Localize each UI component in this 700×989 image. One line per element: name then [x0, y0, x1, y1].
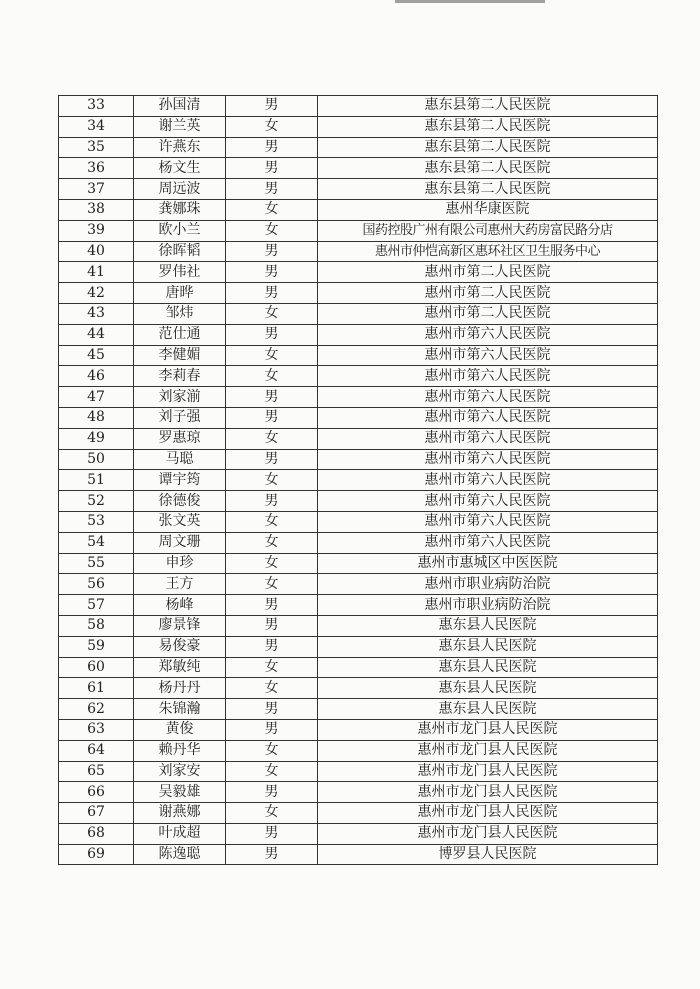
table-row — [59, 199, 658, 220]
name-cell: 谭宇筠 — [134, 470, 226, 491]
name-cell: 唐晔 — [134, 283, 226, 304]
table-row — [59, 636, 658, 657]
sex-cell: 男 — [226, 699, 318, 720]
sex-cell: 女 — [226, 366, 318, 387]
sex-cell: 女 — [226, 220, 318, 241]
name-cell: 易俊豪 — [134, 636, 226, 657]
roster-body — [59, 96, 658, 865]
row-number-cell: 36 — [59, 158, 134, 179]
table-row — [59, 740, 658, 761]
sex-cell: 男 — [226, 158, 318, 179]
org-cell: 惠州市第六人民医院 — [318, 449, 658, 470]
org-cell: 惠州市龙门县人民医院 — [318, 761, 658, 782]
sex-cell: 男 — [226, 96, 318, 117]
sex-cell: 男 — [226, 241, 318, 262]
row-number-cell: 68 — [59, 823, 134, 844]
table-row — [59, 303, 658, 324]
sex-cell: 男 — [226, 782, 318, 803]
sex-cell: 男 — [226, 719, 318, 740]
org-cell: 惠州市第六人民医院 — [318, 407, 658, 428]
row-number-cell: 35 — [59, 137, 134, 158]
name-cell: 李健媚 — [134, 345, 226, 366]
row-number-cell: 33 — [59, 96, 134, 117]
sex-cell: 男 — [226, 844, 318, 865]
row-number-cell: 62 — [59, 699, 134, 720]
org-cell: 惠州市惠城区中医医院 — [318, 553, 658, 574]
row-number-cell: 66 — [59, 782, 134, 803]
sex-cell: 女 — [226, 470, 318, 491]
org-cell: 惠东县第二人民医院 — [318, 179, 658, 200]
org-cell: 惠州市第六人民医院 — [318, 324, 658, 345]
sex-cell: 女 — [226, 553, 318, 574]
table-row — [59, 470, 658, 491]
row-number-cell: 61 — [59, 678, 134, 699]
table-row — [59, 803, 658, 824]
name-cell: 王方 — [134, 574, 226, 595]
row-number-cell: 41 — [59, 262, 134, 283]
org-cell: 惠州市龙门县人民医院 — [318, 782, 658, 803]
name-cell: 黄俊 — [134, 719, 226, 740]
row-number-cell: 38 — [59, 199, 134, 220]
row-number-cell: 46 — [59, 366, 134, 387]
sex-cell: 女 — [226, 740, 318, 761]
sex-cell: 女 — [226, 657, 318, 678]
table-row — [59, 179, 658, 200]
row-number-cell: 57 — [59, 595, 134, 616]
row-number-cell: 65 — [59, 761, 134, 782]
name-cell: 罗惠琼 — [134, 428, 226, 449]
table-row — [59, 387, 658, 408]
org-cell: 惠东县人民医院 — [318, 615, 658, 636]
org-cell: 惠州市龙门县人民医院 — [318, 823, 658, 844]
name-cell: 马聪 — [134, 449, 226, 470]
org-cell: 惠州市第六人民医院 — [318, 345, 658, 366]
name-cell: 陈逸聪 — [134, 844, 226, 865]
table-row — [59, 761, 658, 782]
sex-cell: 男 — [226, 449, 318, 470]
table-row — [59, 116, 658, 137]
name-cell: 龚娜珠 — [134, 199, 226, 220]
row-number-cell: 52 — [59, 491, 134, 512]
sex-cell: 女 — [226, 761, 318, 782]
sex-cell: 女 — [226, 303, 318, 324]
sex-cell: 男 — [226, 324, 318, 345]
name-cell: 廖景锋 — [134, 615, 226, 636]
table-row — [59, 324, 658, 345]
sex-cell: 男 — [226, 595, 318, 616]
name-cell: 赖丹华 — [134, 740, 226, 761]
sex-cell: 女 — [226, 803, 318, 824]
org-cell: 博罗县人民医院 — [318, 844, 658, 865]
sex-cell: 男 — [226, 387, 318, 408]
row-number-cell: 34 — [59, 116, 134, 137]
sex-cell: 男 — [226, 137, 318, 158]
name-cell: 郑敏纯 — [134, 657, 226, 678]
row-number-cell: 49 — [59, 428, 134, 449]
org-cell: 惠州市龙门县人民医院 — [318, 803, 658, 824]
name-cell: 申珍 — [134, 553, 226, 574]
org-cell: 惠州华康医院 — [318, 199, 658, 220]
sex-cell: 男 — [226, 407, 318, 428]
name-cell: 徐晖韬 — [134, 241, 226, 262]
row-number-cell: 43 — [59, 303, 134, 324]
row-number-cell: 51 — [59, 470, 134, 491]
org-cell: 惠东县人民医院 — [318, 699, 658, 720]
name-cell: 徐德俊 — [134, 491, 226, 512]
sex-cell: 男 — [226, 823, 318, 844]
sex-cell: 男 — [226, 179, 318, 200]
table-row — [59, 532, 658, 553]
row-number-cell: 63 — [59, 719, 134, 740]
row-number-cell: 48 — [59, 407, 134, 428]
row-number-cell: 50 — [59, 449, 134, 470]
row-number-cell: 64 — [59, 740, 134, 761]
row-number-cell: 42 — [59, 283, 134, 304]
roster-table — [58, 95, 658, 865]
name-cell: 刘家安 — [134, 761, 226, 782]
sex-cell: 男 — [226, 283, 318, 304]
row-number-cell: 44 — [59, 324, 134, 345]
org-cell: 惠州市第二人民医院 — [318, 283, 658, 304]
sex-cell: 女 — [226, 116, 318, 137]
row-number-cell: 47 — [59, 387, 134, 408]
name-cell: 刘子强 — [134, 407, 226, 428]
org-cell: 惠东县人民医院 — [318, 657, 658, 678]
sex-cell: 男 — [226, 262, 318, 283]
name-cell: 刘家湔 — [134, 387, 226, 408]
table-row — [59, 366, 658, 387]
table-row — [59, 823, 658, 844]
row-number-cell: 40 — [59, 241, 134, 262]
table-row — [59, 678, 658, 699]
org-cell: 国药控股广州有限公司惠州大药房富民路分店 — [318, 220, 658, 241]
name-cell: 李莉春 — [134, 366, 226, 387]
org-cell: 惠州市第六人民医院 — [318, 366, 658, 387]
name-cell: 罗伟社 — [134, 262, 226, 283]
table-row — [59, 345, 658, 366]
table-row — [59, 615, 658, 636]
org-cell: 惠州市第六人民医院 — [318, 470, 658, 491]
name-cell: 谢燕娜 — [134, 803, 226, 824]
table-row — [59, 699, 658, 720]
name-cell: 张文英 — [134, 511, 226, 532]
table-row — [59, 220, 658, 241]
org-cell: 惠州市第六人民医院 — [318, 387, 658, 408]
org-cell: 惠州市龙门县人民医院 — [318, 719, 658, 740]
org-cell: 惠州市职业病防治院 — [318, 595, 658, 616]
row-number-cell: 53 — [59, 511, 134, 532]
row-number-cell: 59 — [59, 636, 134, 657]
table-row — [59, 96, 658, 117]
sex-cell: 女 — [226, 511, 318, 532]
table-row — [59, 657, 658, 678]
row-number-cell: 37 — [59, 179, 134, 200]
name-cell: 许燕东 — [134, 137, 226, 158]
name-cell: 周文珊 — [134, 532, 226, 553]
table-row — [59, 553, 658, 574]
row-number-cell: 58 — [59, 615, 134, 636]
name-cell: 杨文生 — [134, 158, 226, 179]
table-row — [59, 241, 658, 262]
sex-cell: 女 — [226, 678, 318, 699]
sex-cell: 女 — [226, 532, 318, 553]
org-cell: 惠东县第二人民医院 — [318, 96, 658, 117]
table-row — [59, 283, 658, 304]
row-number-cell: 69 — [59, 844, 134, 865]
name-cell: 杨丹丹 — [134, 678, 226, 699]
row-number-cell: 67 — [59, 803, 134, 824]
org-cell: 惠东县第二人民医院 — [318, 158, 658, 179]
row-number-cell: 55 — [59, 553, 134, 574]
table-row — [59, 491, 658, 512]
org-cell: 惠州市第六人民医院 — [318, 532, 658, 553]
name-cell: 邹炜 — [134, 303, 226, 324]
name-cell: 杨峰 — [134, 595, 226, 616]
org-cell: 惠州市第二人民医院 — [318, 303, 658, 324]
sex-cell: 男 — [226, 491, 318, 512]
name-cell: 周远波 — [134, 179, 226, 200]
org-cell: 惠州市第六人民医院 — [318, 511, 658, 532]
row-number-cell: 56 — [59, 574, 134, 595]
org-cell: 惠东县人民医院 — [318, 636, 658, 657]
table-row — [59, 595, 658, 616]
name-cell: 叶成超 — [134, 823, 226, 844]
name-cell: 范仕通 — [134, 324, 226, 345]
row-number-cell: 39 — [59, 220, 134, 241]
table-row — [59, 262, 658, 283]
org-cell: 惠州市第六人民医院 — [318, 428, 658, 449]
org-cell: 惠东县人民医院 — [318, 678, 658, 699]
table-row — [59, 719, 658, 740]
sex-cell: 女 — [226, 574, 318, 595]
org-cell: 惠东县第二人民医院 — [318, 116, 658, 137]
org-cell: 惠州市第二人民医院 — [318, 262, 658, 283]
table-row — [59, 428, 658, 449]
table-row — [59, 407, 658, 428]
org-cell: 惠东县第二人民医院 — [318, 137, 658, 158]
org-cell: 惠州市第六人民医院 — [318, 491, 658, 512]
row-number-cell: 45 — [59, 345, 134, 366]
table-row — [59, 782, 658, 803]
name-cell: 欧小兰 — [134, 220, 226, 241]
name-cell: 谢兰英 — [134, 116, 226, 137]
scan-edge-mark — [395, 0, 545, 3]
name-cell: 孙国清 — [134, 96, 226, 117]
sex-cell: 男 — [226, 636, 318, 657]
row-number-cell: 60 — [59, 657, 134, 678]
org-cell: 惠州市职业病防治院 — [318, 574, 658, 595]
row-number-cell: 54 — [59, 532, 134, 553]
table-row — [59, 511, 658, 532]
sex-cell: 女 — [226, 345, 318, 366]
org-cell: 惠州市龙门县人民医院 — [318, 740, 658, 761]
table-row — [59, 574, 658, 595]
sex-cell: 女 — [226, 199, 318, 220]
table-row — [59, 449, 658, 470]
table-row — [59, 137, 658, 158]
sex-cell: 男 — [226, 615, 318, 636]
sex-cell: 女 — [226, 428, 318, 449]
name-cell: 朱锦瀚 — [134, 699, 226, 720]
org-cell: 惠州市仲恺高新区惠环社区卫生服务中心 — [318, 241, 658, 262]
name-cell: 吴毅雄 — [134, 782, 226, 803]
table-row — [59, 158, 658, 179]
table-row — [59, 844, 658, 865]
